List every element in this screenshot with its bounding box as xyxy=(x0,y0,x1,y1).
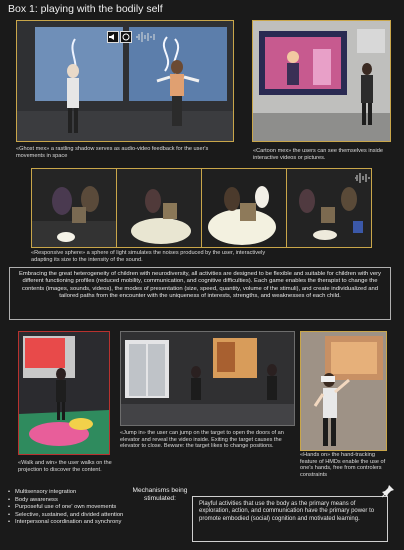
hands-on-illustration xyxy=(301,332,386,450)
inclusivity-statement: Embracing the great heterogeneity of children with neurodiversity, all activities are designed to be flexible and suitable for children with very different functioning profiles (reduced mobility, communication, and cognitive difficulties). Each game enables the therapist to change the contents (images, sounds, videos), the modes of presentation (size, speed, quantity, volume of the stimuli), and create individualized and tailored paths from the encounter with the uniqueness of interests, strengths, and weaknesses of each child. xyxy=(9,267,391,320)
speaker-icon xyxy=(107,30,119,48)
responsive-sphere-photo-3 xyxy=(201,168,287,248)
list-item: • Interpersonal coordination and synchrony xyxy=(15,519,205,527)
cartoon-mex-illustration xyxy=(253,21,390,141)
jump-in-caption: «Jump in» the user can jump on the target to open the doors of an elevator and reveal the video inside. Exiting the target causes the elevator to close. Beware: the target likes to change positions. xyxy=(120,430,284,450)
mechanisms-label: Mechanisms being stimulated: xyxy=(132,487,188,502)
list-item: • Multisensory integration xyxy=(15,489,205,497)
walk-and-win-caption: «Walk and win» the user walks on the projection to discover the content. xyxy=(18,460,112,473)
hands-on-caption: «Hands on» the hand-tracking feature of HMDs enable the use of one's hands, free from controlers constraints xyxy=(300,452,386,478)
pin-icon xyxy=(381,484,395,503)
summary-box: Playful activities that use the body as the primary means of exploration, action, and communication have the primary power to promote embodied (social) cognition and motivated learning. xyxy=(192,496,388,542)
list-item: • Selective, sustained, and divided attention xyxy=(15,512,205,520)
ghost-mex-caption: «Ghost mex» a rastling shadow serves as audio-video feedback for the user's movements in space xyxy=(16,146,209,159)
camera-icon xyxy=(120,30,132,48)
list-item: • Purposeful use of one' own movements xyxy=(15,504,205,512)
responsive-sphere-photo-2 xyxy=(116,168,202,248)
responsive-sphere-caption: «Responsive sphere» a sphere of light simulates the noises produced by the user, interactively adapting its size to the intensity of the sound. xyxy=(31,250,266,263)
walk-and-win-illustration xyxy=(19,332,109,454)
responsive-sphere-photo-1 xyxy=(31,168,117,248)
sound-wave-icon xyxy=(135,30,157,48)
cartoon-mex-caption: «Cartoon mex» the users can see themselves inside interactive videos or pictures. xyxy=(253,148,383,161)
responsive-sphere-illustration-2 xyxy=(117,169,201,247)
list-item: • Body awareness xyxy=(15,497,205,505)
jump-in-photo xyxy=(120,331,295,426)
responsive-sphere-illustration-1 xyxy=(32,169,116,247)
responsive-sphere-illustration-3 xyxy=(202,169,286,247)
hands-on-photo xyxy=(300,331,387,451)
jump-in-illustration xyxy=(121,332,294,425)
cartoon-mex-photo xyxy=(252,20,391,142)
sound-wave-icon xyxy=(354,170,370,188)
box-title: Box 1: playing with the bodily self xyxy=(8,3,163,15)
walk-and-win-photo xyxy=(18,331,110,455)
mechanisms-list xyxy=(7,489,205,527)
